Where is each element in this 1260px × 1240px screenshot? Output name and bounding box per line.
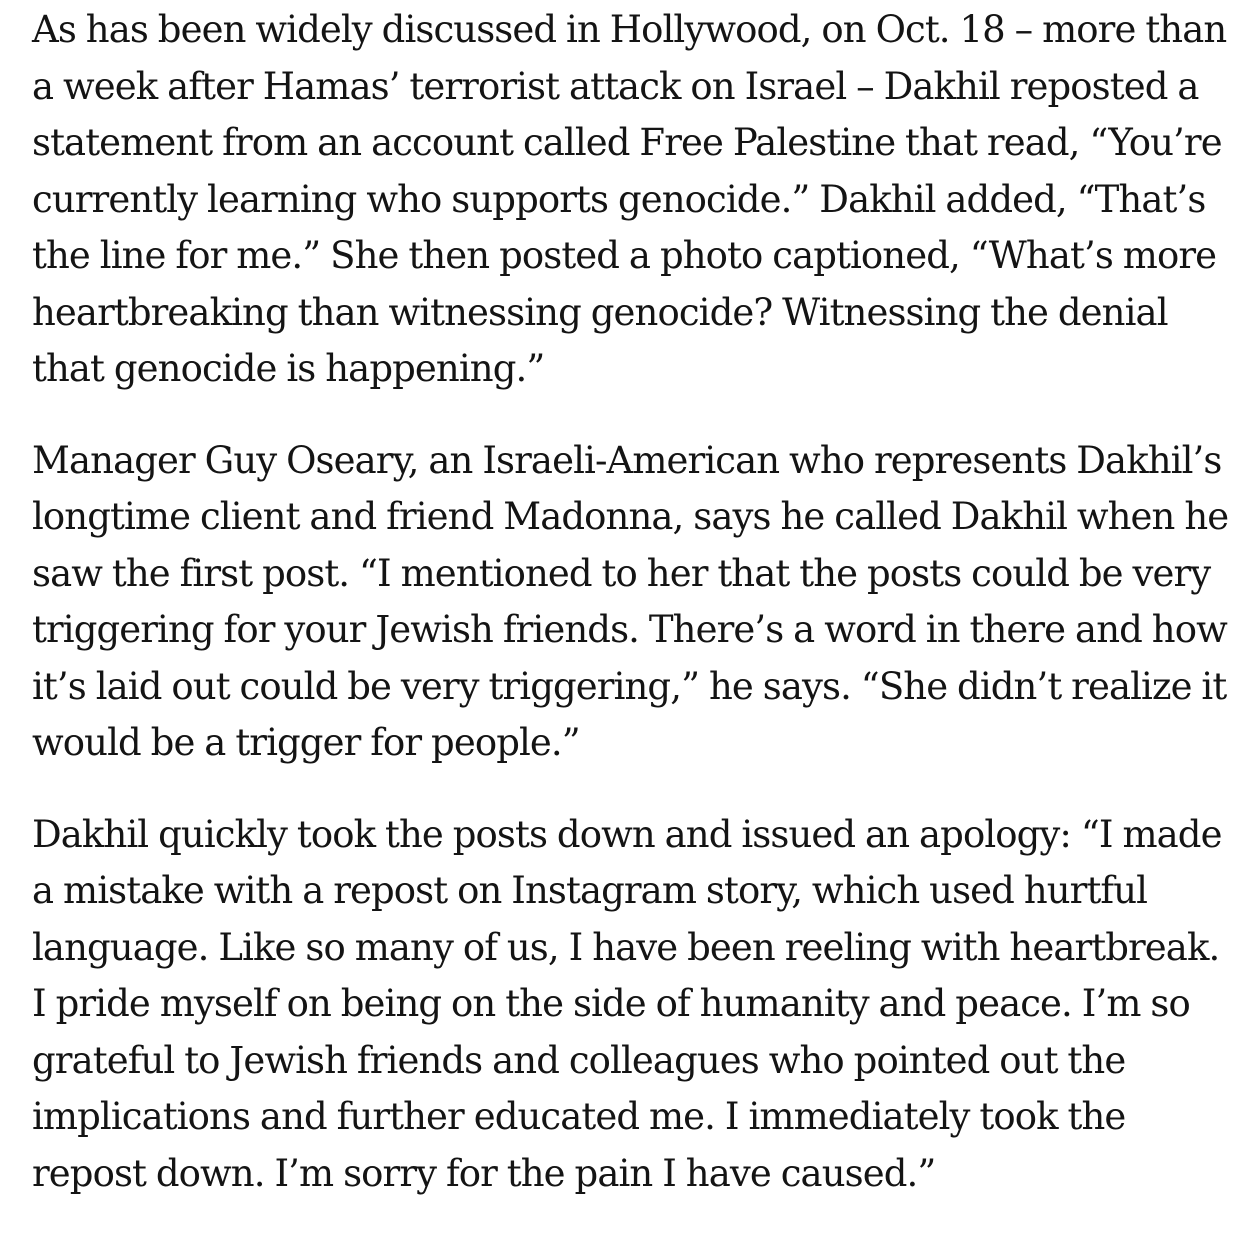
paragraph-1: As has been widely discussed in Hollywood, on Oct. 18 – more than a week after Hamas’ terrorist attack on Israel – Dakhil reposted a statement from an account called Free Palestine that read, “You’re currently learning who supports genocide.” Dakhil added, “That’s the line for me.” She then posted a photo captioned, “What’s more heartbreaking than witnessing genocide? Witnessing the denial that genocide is happening.” xyxy=(32,8,1227,390)
paragraph-3: Dakhil quickly took the posts down and issued an apology: “I made a mistake with a repost on Instagram story, which used hurtful language. Like so many of us, I have been reeling with heartbreak. I pride myself on being on the side of humanity and peace. I’m so grateful to Jewish friends and colleagues who pointed out the implications and further educated me. I immediately took the repost down. I’m sorry for the pain I have caused.” xyxy=(32,812,1222,1195)
paragraph-2: Manager Guy Oseary, an Israeli-American who represents Dakhil’s longtime client and friend Madonna, says he called Dakhil when he saw the first post. “I mentioned to her that the posts could be very triggering for your Jewish friends. There’s a word in there and how it’s laid out could be very triggering,” he says. “She didn’t realize it would be a trigger for people.” xyxy=(32,438,1229,764)
